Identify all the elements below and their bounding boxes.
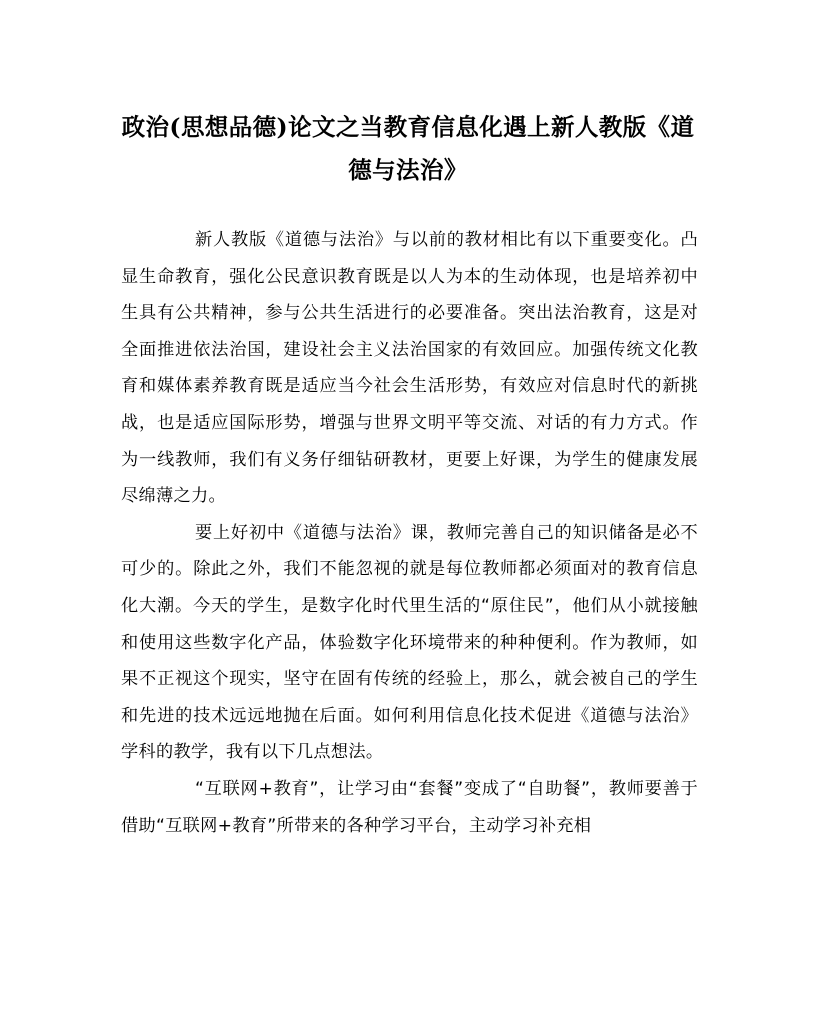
paragraph-1: 新人教版《道德与法治》与以前的教材相比有以下重要变化。凸显生命教育，强化公民意识教育既是以人为本的生动体现，也是培养初中生具有公共精神，参与公共生活进行的必要准备。突出法治教育，这是对全面推进依法治国，建设社会主义法治国家的有效回应。加强传统文化教育和媒体素养教育既是适应当今社会生活形势，有效应对信息时代的新挑战，也是适应国际形势，增强与世界文明平等交流、对话的有力方式。作为一线教师，我们有义务仔细钻研教材，更要上好课，为学生的健康发展尽绵薄之力。 [121, 230, 698, 507]
document-title: 政治(思想品德)论文之当教育信息化遇上新人教版《道德与法治》 [121, 113, 695, 184]
document-body [121, 222, 698, 844]
paragraph-2: 要上好初中《道德与法治》课，教师完善自己的知识储备是必不可少的。除此之外，我们不能忽视的就是每位教师都必须面对的教育信息化大潮。今天的学生，是数字化时代里生活的“原住民”，他们从小就接触和使用这些数字化产品，体验数字化环境带来的种种便利。作为教师，如果不正视这个现实，坚守在固有传统的经验上，那么，就会被自己的学生和先进的技术远远地抛在后面。如何利用信息化技术促进《道德与法治》学科的教学，我有以下几点想法。 [121, 522, 698, 763]
paragraph-3: “互联网+教育”，让学习由“套餐”变成了“自助餐”，教师要善于借助“互联网+教育”所带来的各种学习平台，主动学习补充相 [121, 778, 698, 836]
